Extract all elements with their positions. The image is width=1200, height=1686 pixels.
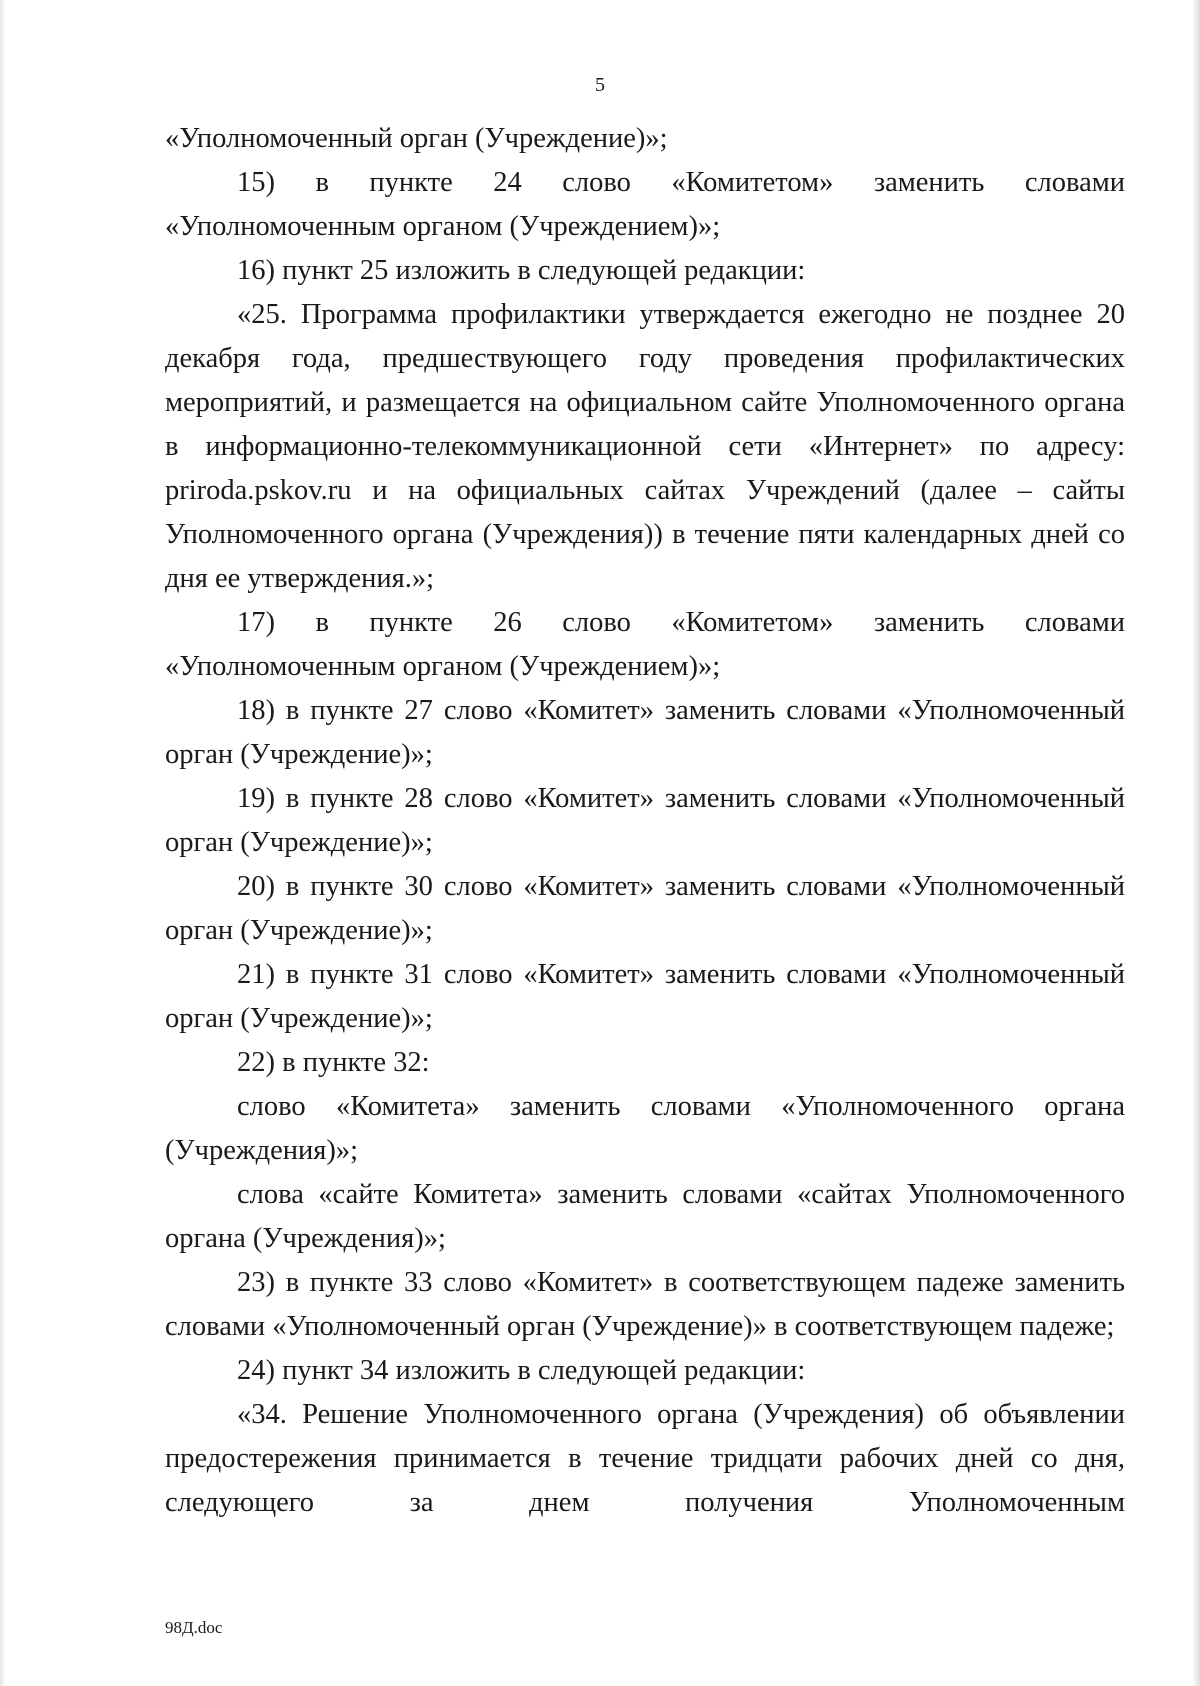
paragraph-item-16: 16) пункт 25 изложить в следующей редакции: (237, 255, 806, 286)
scan-edge-left (0, 0, 6, 1686)
page-number: 5 (595, 74, 605, 96)
paragraph-item-24: 24) пункт 34 изложить в следующей редакции: (237, 1355, 806, 1386)
paragraph-continuation: «Уполномоченный орган (Учреждение)»; (165, 123, 668, 154)
paragraph-quote-25: «25. Программа профилактики утверждается ежегодно не позднее 20 декабря года, предшествующего году проведения профилактических мероприятий, и размещается на официальном сайте Уполномоченного органа в информационно-телекоммуникационной сети «Интернет» по адресу: priroda.pskov.ru и на официальных сайтах Учреждений (далее – сайты Уполномоченного органа (Учреждения)) в течение пяти календарных дней со дня ее утверждения.»; (165, 299, 1125, 594)
paragraph-item-18: 18) в пункте 27 слово «Комитет» заменить словами «Уполномоченный орган (Учреждение)»; (165, 695, 1125, 770)
paragraph-quote-34: «34. Решение Уполномоченного органа (Учреждения) об объявлении предостережения принимается в течение тридцати рабочих дней со дня, следующего за днем получения Уполномоченным (165, 1399, 1125, 1518)
paragraph-item-20: 20) в пункте 30 слово «Комитет» заменить словами «Уполномоченный орган (Учреждение)»; (165, 871, 1125, 946)
scan-edge-right (1192, 0, 1200, 1686)
paragraph-item-23: 23) в пункте 33 слово «Комитет» в соответствующем падеже заменить словами «Уполномоченный орган (Учреждение)» в соответствующем падеже; (165, 1267, 1125, 1342)
paragraph-item-22-sub-2: слова «сайте Комитета» заменить словами «сайтах Уполномоченного органа (Учреждения)»; (165, 1179, 1125, 1254)
paragraph-item-15: 15) в пункте 24 слово «Комитетом» заменить словами «Уполномоченным органом (Учреждением)»; (165, 167, 1125, 242)
paragraph-item-21: 21) в пункте 31 слово «Комитет» заменить словами «Уполномоченный орган (Учреждение)»; (165, 959, 1125, 1034)
document-body (165, 117, 1125, 1525)
footer-filename: 98Д.doc (165, 1618, 223, 1637)
paragraph-item-22-sub-1: слово «Комитета» заменить словами «Уполномоченного органа (Учреждения)»; (165, 1091, 1125, 1166)
paragraph-item-22: 22) в пункте 32: (237, 1047, 430, 1078)
paragraph-item-17: 17) в пункте 26 слово «Комитетом» заменить словами «Уполномоченным органом (Учреждением)»; (165, 607, 1125, 682)
paragraph-item-19: 19) в пункте 28 слово «Комитет» заменить словами «Уполномоченный орган (Учреждение)»; (165, 783, 1125, 858)
